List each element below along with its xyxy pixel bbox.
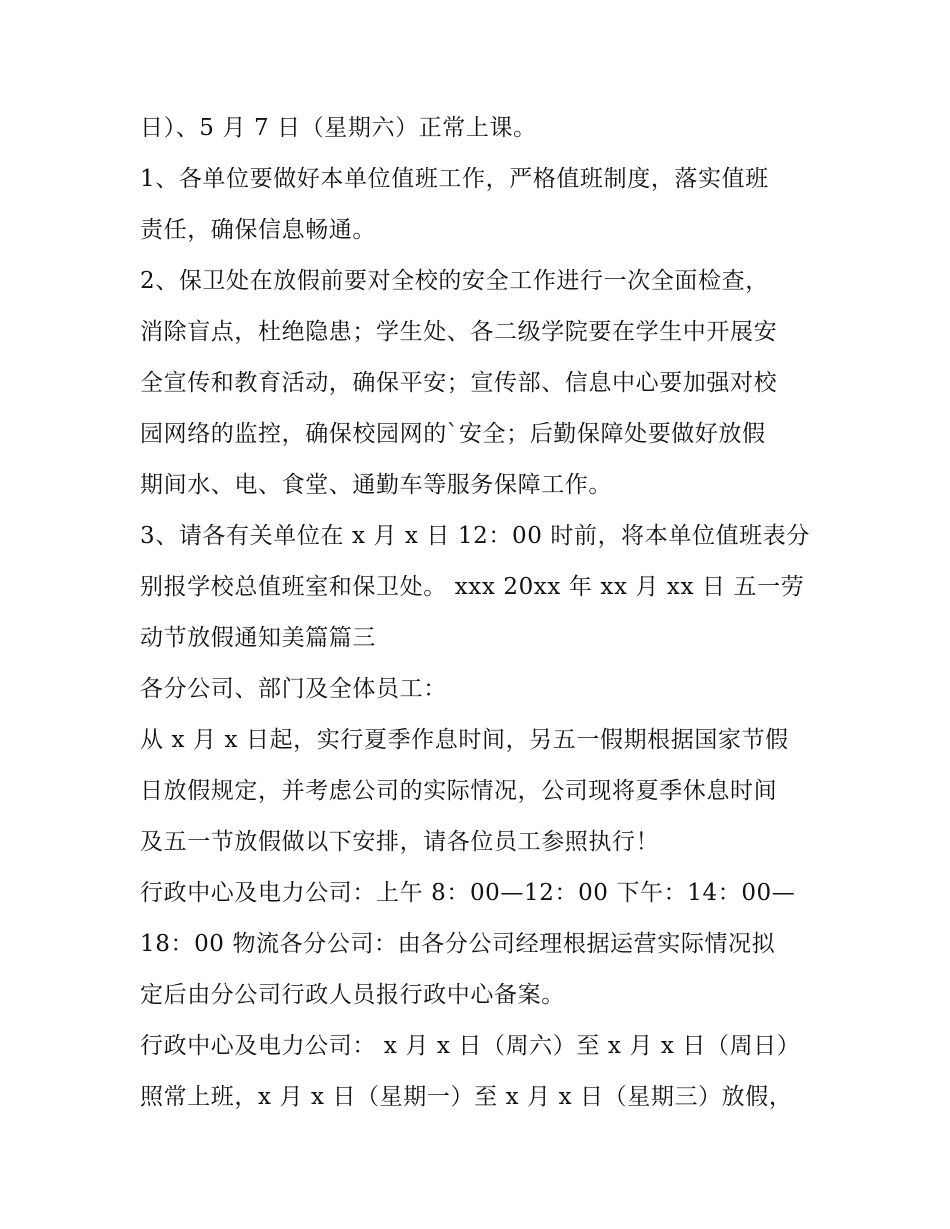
text-line: 日）、5 月 7 日（星期六）正常上课。 bbox=[140, 115, 537, 141]
text-line: 2、保卫处在放假前要对全校的安全工作进行一次全面检查， bbox=[140, 268, 769, 294]
text-line: 及五一节放假做以下安排，请各位员工参照执行！ bbox=[140, 829, 660, 855]
text-line: 3、请各有关单位在 x 月 x 日 12：00 时前，将本单位值班表分 bbox=[140, 523, 810, 549]
text-line: 各分公司、部门及全体员工： bbox=[140, 676, 447, 702]
text-line: 全宣传和教育活动，确保平安；宣传部、信息中心要加强对校 bbox=[140, 370, 778, 396]
text-line: 从 x 月 x 日起，实行夏季作息时间，另五一假期根据国家节假 bbox=[140, 727, 789, 753]
text-line: 消除盲点，杜绝隐患；学生处、各二级学院要在学生中开展安 bbox=[140, 319, 778, 345]
text-line: 日放假规定，并考虑公司的实际情况，公司现将夏季休息时间 bbox=[140, 778, 778, 804]
text-line: 行政中心及电力公司： x 月 x 日（周六）至 x 月 x 日（周日） bbox=[140, 1033, 801, 1059]
text-line: 照常上班，x 月 x 日（星期一）至 x 月 x 日（星期三）放假， bbox=[140, 1084, 793, 1110]
text-line: 行政中心及电力公司：上午 8：00—12：00 下午：14：00— bbox=[140, 880, 796, 906]
text-line: 动节放假通知美篇篇三 bbox=[140, 625, 376, 651]
text-line: 别报学校总值班室和保卫处。 xxx 20xx 年 xx 月 xx 日 五一劳 bbox=[140, 574, 805, 600]
text-line: 1、各单位要做好本单位值班工作，严格值班制度，落实值班 bbox=[140, 166, 769, 192]
text-line: 定后由分公司行政人员报行政中心备案。 bbox=[140, 982, 565, 1008]
text-line: 园网络的监控，确保校园网的`安全；后勤保障处要做好放假 bbox=[140, 421, 766, 447]
text-line: 18：00 物流各分公司：由各分公司经理根据运营实际情况拟 bbox=[140, 931, 776, 957]
text-line: 期间水、电、食堂、通勤车等服务保障工作。 bbox=[140, 472, 612, 498]
text-line: 责任，确保信息畅通。 bbox=[140, 217, 376, 243]
